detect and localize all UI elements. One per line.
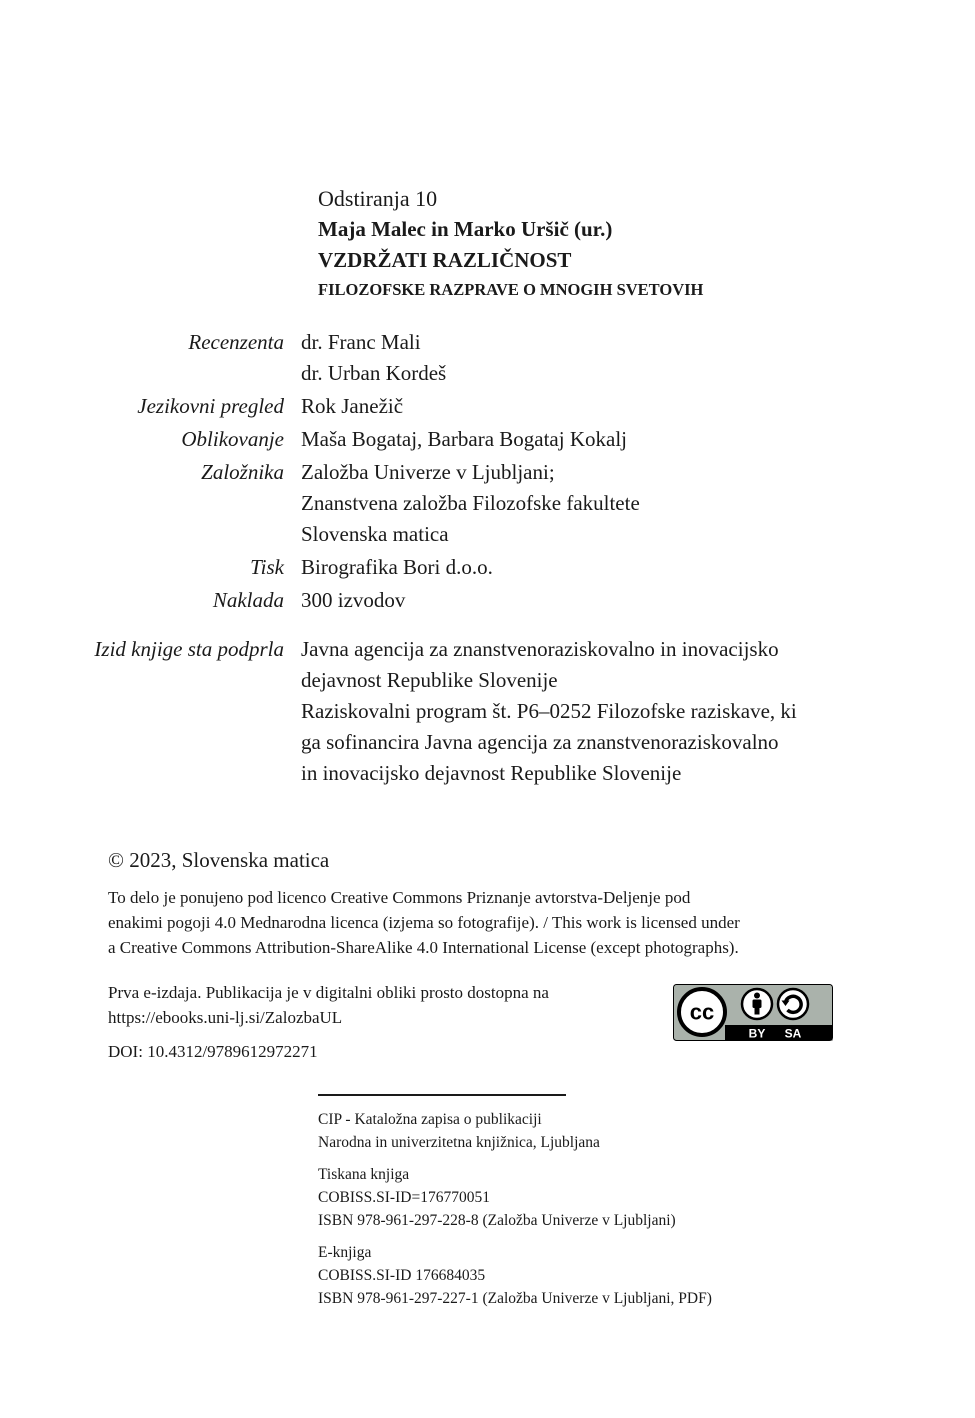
credit-row-print	[0, 552, 975, 583]
license-line: enakimi pogoji 4.0 Mednarodna licenca (izjema so fotografije). / This work is licensed under	[108, 913, 740, 932]
credit-value: 300 izvodov	[301, 588, 406, 612]
copyright-notice: © 2023, Slovenska matica	[108, 848, 330, 872]
edition-note	[108, 980, 648, 1030]
credit-value: dr. Urban Kordeš	[301, 361, 447, 385]
cip-line: E-knjiga	[318, 1244, 372, 1261]
cip-heading	[318, 1108, 878, 1154]
credits-list	[0, 327, 975, 791]
book-subtitle: FILOZOFSKE RAZPRAVE O MNOGIH SVETOVIH	[318, 280, 704, 299]
license-text	[108, 885, 848, 960]
credit-value: Maša Bogataj, Barbara Bogataj Kokalj	[301, 427, 627, 451]
attribution-icon	[742, 989, 772, 1019]
sa-label: SA	[784, 1026, 802, 1041]
credit-label: Izid knjige sta podprla	[94, 637, 284, 661]
credit-label: Recenzenta	[188, 330, 284, 354]
book-title: VZDRŽATI RAZLIČNOST	[318, 248, 572, 272]
credit-label: Naklada	[212, 588, 284, 612]
credit-row-support	[0, 634, 975, 789]
credit-value: in inovacijsko dejavnost Republike Slovenije	[301, 761, 682, 785]
doi-link[interactable]: DOI: 10.4312/9789612972271	[108, 1042, 318, 1061]
cc-by-sa-license-icon[interactable]	[673, 984, 833, 1041]
credit-label: Oblikovanje	[181, 427, 284, 451]
cip-line: ISBN 978-961-297-227-1 (Založba Univerze v Ljubljani, PDF)	[318, 1290, 712, 1307]
credit-value: Raziskovalni program št. P6–0252 Filozofske raziskave, ki	[301, 699, 797, 723]
by-label: BY	[748, 1026, 766, 1041]
credit-row-publishers	[0, 457, 975, 550]
cip-record	[318, 1108, 878, 1319]
credit-value: Javna agencija za znanstvenoraziskovalno in inovacijsko	[301, 637, 779, 661]
credit-row-design	[0, 424, 975, 455]
divider	[318, 1094, 566, 1096]
cip-line: COBISS.SI-ID 176684035	[318, 1267, 486, 1284]
credit-value: Birografika Bori d.o.o.	[301, 555, 493, 579]
credit-value: ga sofinancira Javna agencija za znanstvenoraziskovalno	[301, 730, 779, 754]
credit-row-print-run	[0, 585, 975, 616]
credit-label: Založnika	[201, 460, 284, 484]
credit-row-reviewers	[0, 327, 975, 389]
series-name: Odstiranja 10	[318, 186, 438, 211]
credit-value: Založba Univerze v Ljubljani;	[301, 460, 555, 484]
cip-print-edition	[318, 1163, 878, 1232]
license-line: a Creative Commons Attribution-ShareAlike 4.0 International License (except photographs).	[108, 938, 739, 957]
credit-value: dejavnost Republike Slovenije	[301, 668, 558, 692]
editors: Maja Malec in Marko Uršič (ur.)	[318, 217, 613, 241]
license-line: To delo je ponujeno pod licenco Creative Commons Priznanje avtorstva-Deljenje pod	[108, 888, 691, 907]
cip-line: Narodna in univerzitetna knjižnica, Ljubljana	[318, 1134, 600, 1151]
credit-value: Znanstvena založba Filozofske fakultete	[301, 491, 640, 515]
cip-line: ISBN 978-961-297-228-8 (Založba Univerze v Ljubljani)	[318, 1212, 676, 1229]
cip-line: CIP - Kataložna zapisa o publikaciji	[318, 1111, 542, 1128]
cip-ebook-edition	[318, 1241, 878, 1310]
credit-label: Tisk	[250, 555, 284, 579]
cip-line: Tiskana knjiga	[318, 1166, 410, 1183]
credit-value: Slovenska matica	[301, 522, 449, 546]
credit-label: Jezikovni pregled	[137, 394, 284, 418]
share-alike-icon	[778, 989, 808, 1019]
credit-row-proofreading	[0, 391, 975, 422]
credit-value: dr. Franc Mali	[301, 330, 421, 354]
cc-logo-text: cc	[689, 999, 715, 1025]
credit-value: Rok Janežič	[301, 394, 404, 418]
cip-line: COBISS.SI-ID=176770051	[318, 1189, 490, 1206]
ebook-url-link[interactable]: https://ebooks.uni-lj.si/ZalozbaUL	[108, 1008, 343, 1027]
edition-line: Prva e-izdaja. Publikacija je v digitalni obliki prosto dostopna na	[108, 983, 549, 1002]
title-block	[318, 183, 878, 304]
